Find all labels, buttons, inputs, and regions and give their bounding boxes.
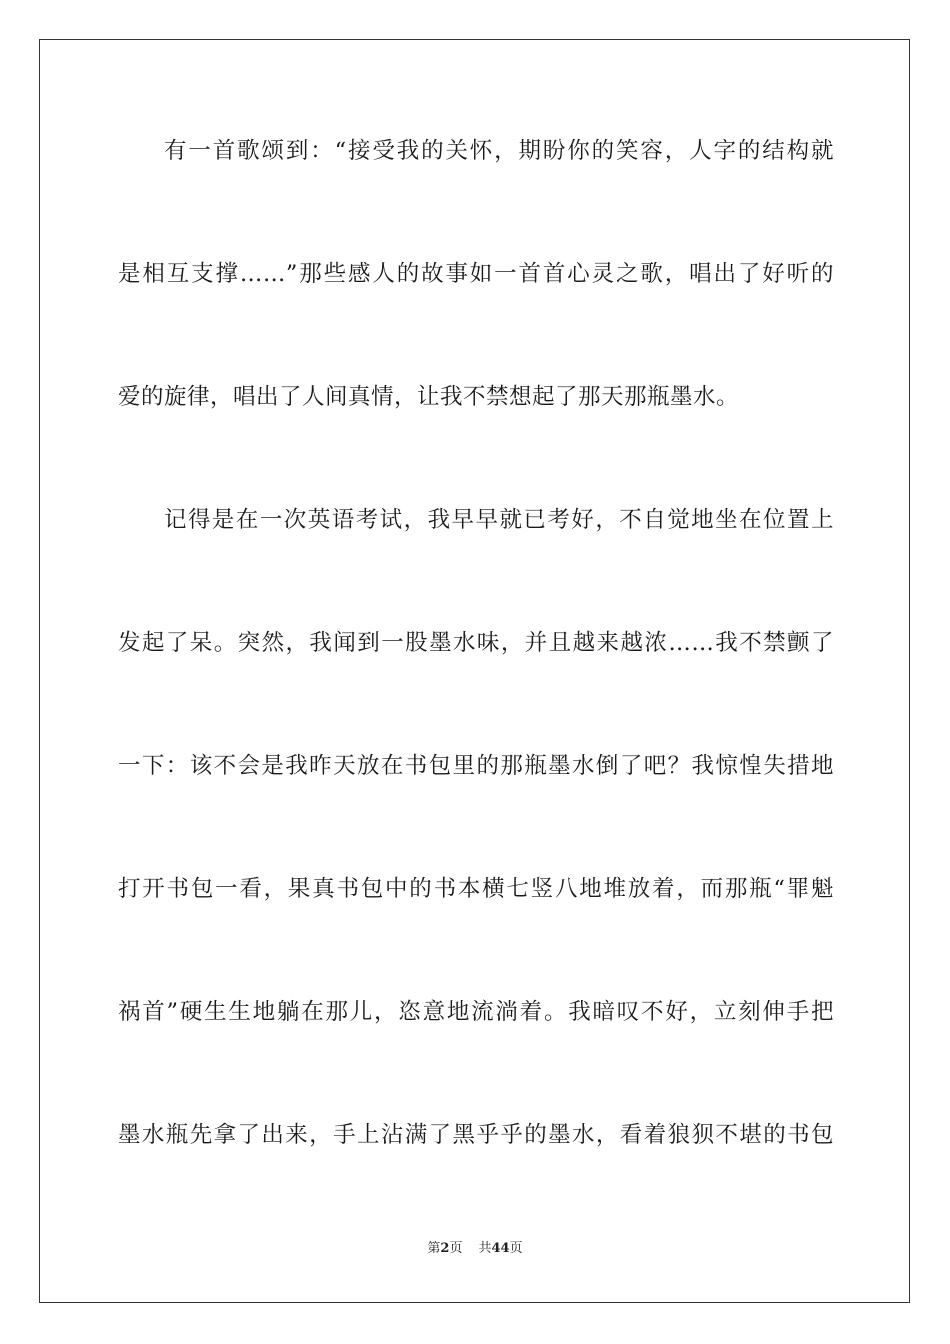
page-number: 2 (440, 1241, 450, 1256)
page-border (39, 39, 910, 1303)
paragraph-2-line-3: 一下：该不会是我昨天放在书包里的那瓶墨水倒了吧？我惊惶失措地 (118, 753, 834, 779)
total-pages: 44 (491, 1241, 510, 1256)
total-suffix: 页 (509, 1241, 523, 1256)
paragraph-2-line-2: 发起了呆。突然，我闻到一股墨水味，并且越来越浓……我不禁颤了 (118, 630, 834, 656)
page-footer (0, 1240, 950, 1258)
paragraph-2-line-4: 打开书包一看，果真书包中的书本横七竖八地堆放着，而那瓶“罪魁 (118, 876, 834, 902)
page-suffix: 页 (449, 1241, 463, 1256)
paragraph-2-line-1: 记得是在一次英语考试，我早早就已考好，不自觉地坐在位置上 (164, 507, 834, 533)
paragraph-1-line-2: 是相互支撑……”那些感人的故事如一首首心灵之歌，唱出了好听的 (118, 261, 834, 287)
paragraph-2-line-6: 墨水瓶先拿了出来，手上沾满了黑乎乎的墨水，看着狼狈不堪的书包 (118, 1122, 834, 1148)
paragraph-1-line-3: 爱的旋律，唱出了人间真情，让我不禁想起了那天那瓶墨水。 (118, 384, 740, 410)
page-prefix: 第 (427, 1241, 441, 1256)
paragraph-1-line-1: 有一首歌颂到：“接受我的关怀，期盼你的笑容，人字的结构就 (164, 138, 834, 164)
paragraph-2-line-5: 祸首”硬生生地躺在那儿，恣意地流淌着。我暗叹不好，立刻伸手把 (118, 999, 834, 1025)
total-prefix: 共 (478, 1241, 492, 1256)
